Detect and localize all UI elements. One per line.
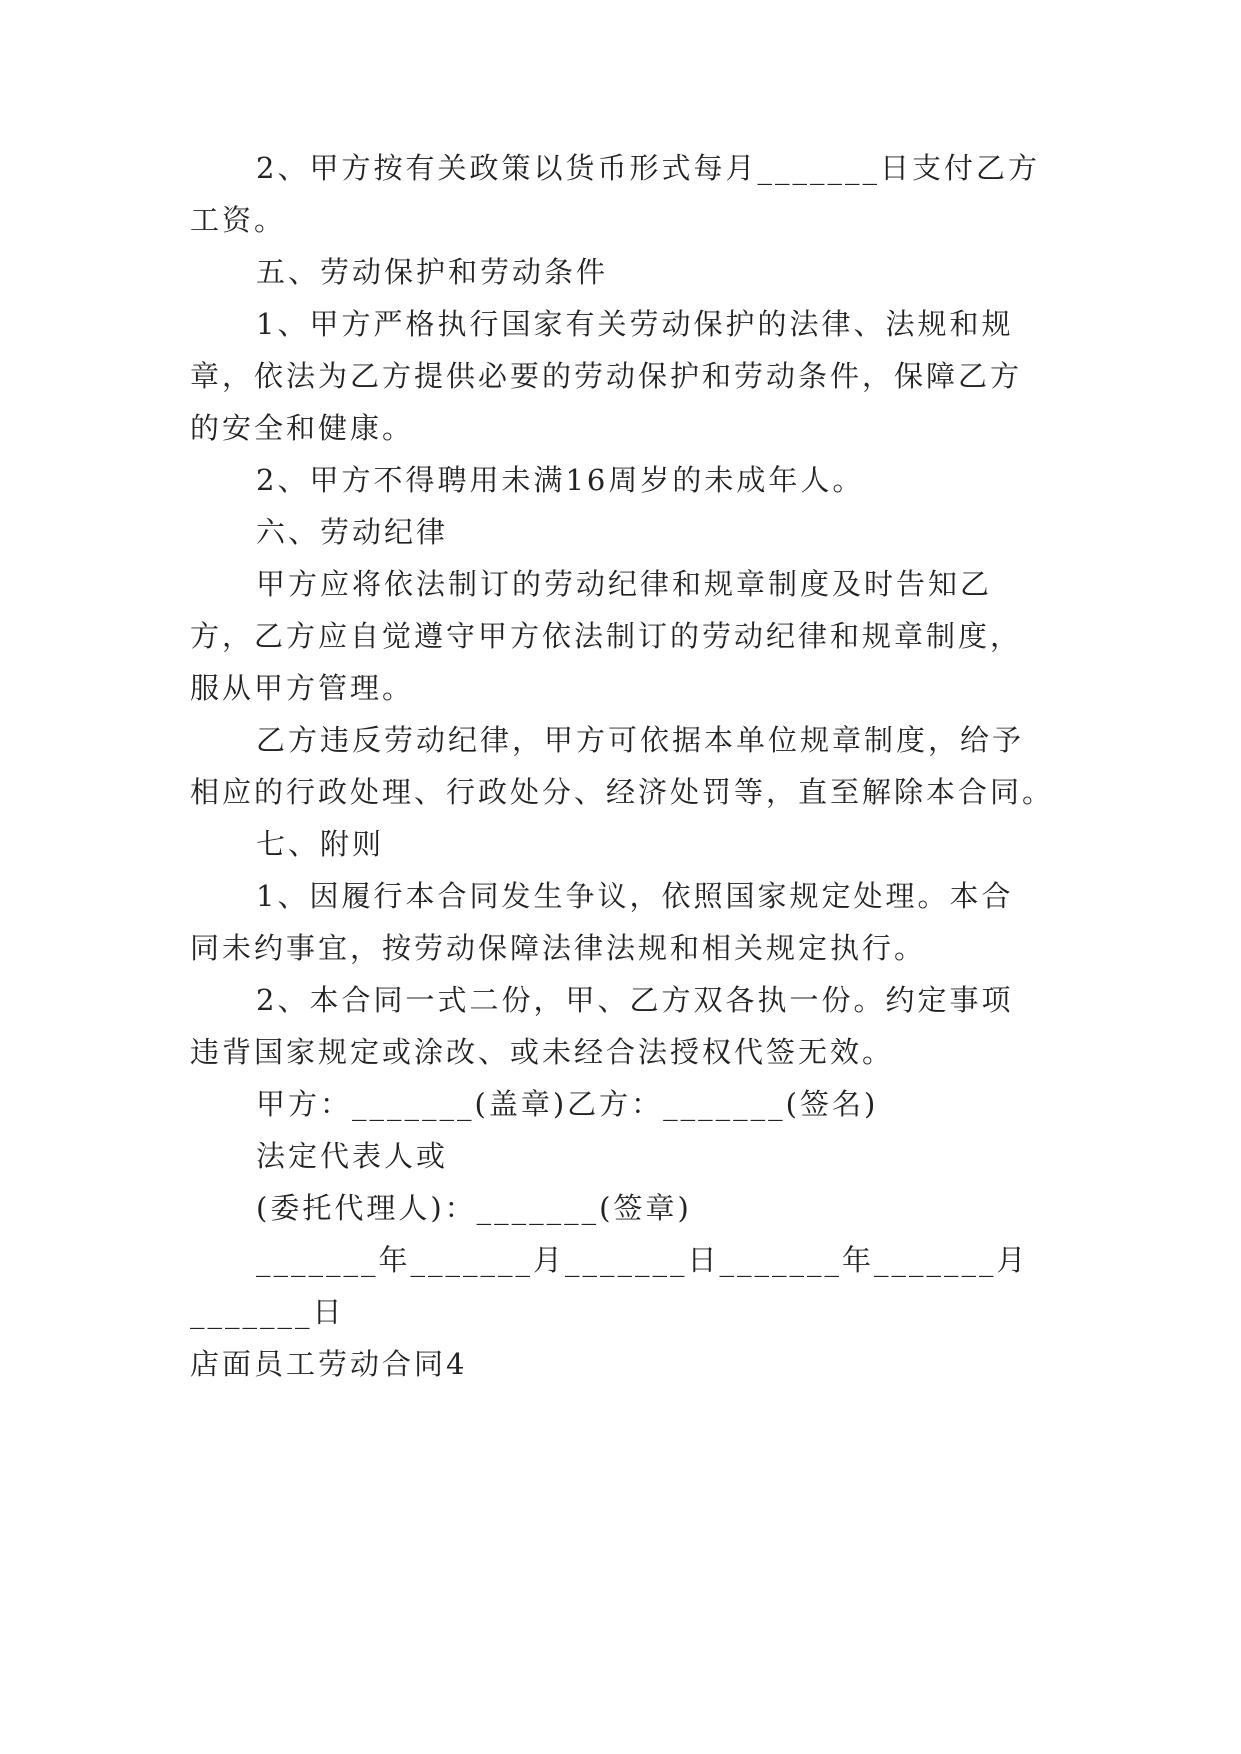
para-protection-line1: 1、甲方严格执行国家有关劳动保护的法律、法规和规 [256, 307, 1014, 341]
para-violation-line1: 乙方违反劳动纪律，甲方可依据本单位规章制度，给予 [256, 723, 1025, 757]
legal-representative-label: 法定代表人或 [256, 1139, 449, 1173]
para-minor-employment: 2、甲方不得聘用未满16周岁的未成年人。 [256, 463, 865, 497]
para-dispute-line2: 同未约事宜，按劳动保障法律法规和相关规定执行。 [190, 931, 927, 965]
para-discipline-line3: 服从甲方管理。 [190, 671, 415, 705]
signature-parties-line: 甲方：_______(盖章)乙方：_______(签名) [256, 1087, 879, 1121]
para-wage-payment-line1: 2、甲方按有关政策以货币形式每月_______日支付乙方 [256, 151, 1040, 185]
para-violation-line2: 相应的行政处理、行政处分、经济处罚等，直至解除本合同。 [190, 775, 1055, 809]
section-heading-labor-protection: 五、劳动保护和劳动条件 [256, 255, 609, 289]
para-wage-payment-line2: 工资。 [190, 203, 287, 237]
para-discipline-line2: 方，乙方应自觉遵守甲方依法制订的劳动纪律和规章制度， [190, 619, 1023, 653]
para-discipline-line1: 甲方应将依法制订的劳动纪律和规章制度及时告知乙 [256, 567, 993, 601]
authorized-agent-line: (委托代理人)：_______(签章) [256, 1191, 692, 1225]
next-contract-title: 店面员工劳动合同4 [190, 1347, 468, 1381]
date-line2: _______日 [190, 1295, 345, 1329]
section-heading-supplementary: 七、附则 [256, 827, 385, 861]
para-protection-line2: 章，依法为乙方提供必要的劳动保护和劳动条件，保障乙方 [190, 359, 1023, 393]
section-heading-labor-discipline: 六、劳动纪律 [256, 515, 449, 549]
para-protection-line3: 的安全和健康。 [190, 411, 415, 445]
date-line1: _______年_______月_______日_______年_______月 [256, 1243, 1029, 1277]
para-copies-line1: 2、本合同一式二份，甲、乙方双各执一份。约定事项 [256, 983, 1014, 1017]
para-copies-line2: 违背国家规定或涂改、或未经合法授权代签无效。 [190, 1035, 895, 1069]
para-dispute-line1: 1、因履行本合同发生争议，依照国家规定处理。本合 [256, 879, 1014, 913]
